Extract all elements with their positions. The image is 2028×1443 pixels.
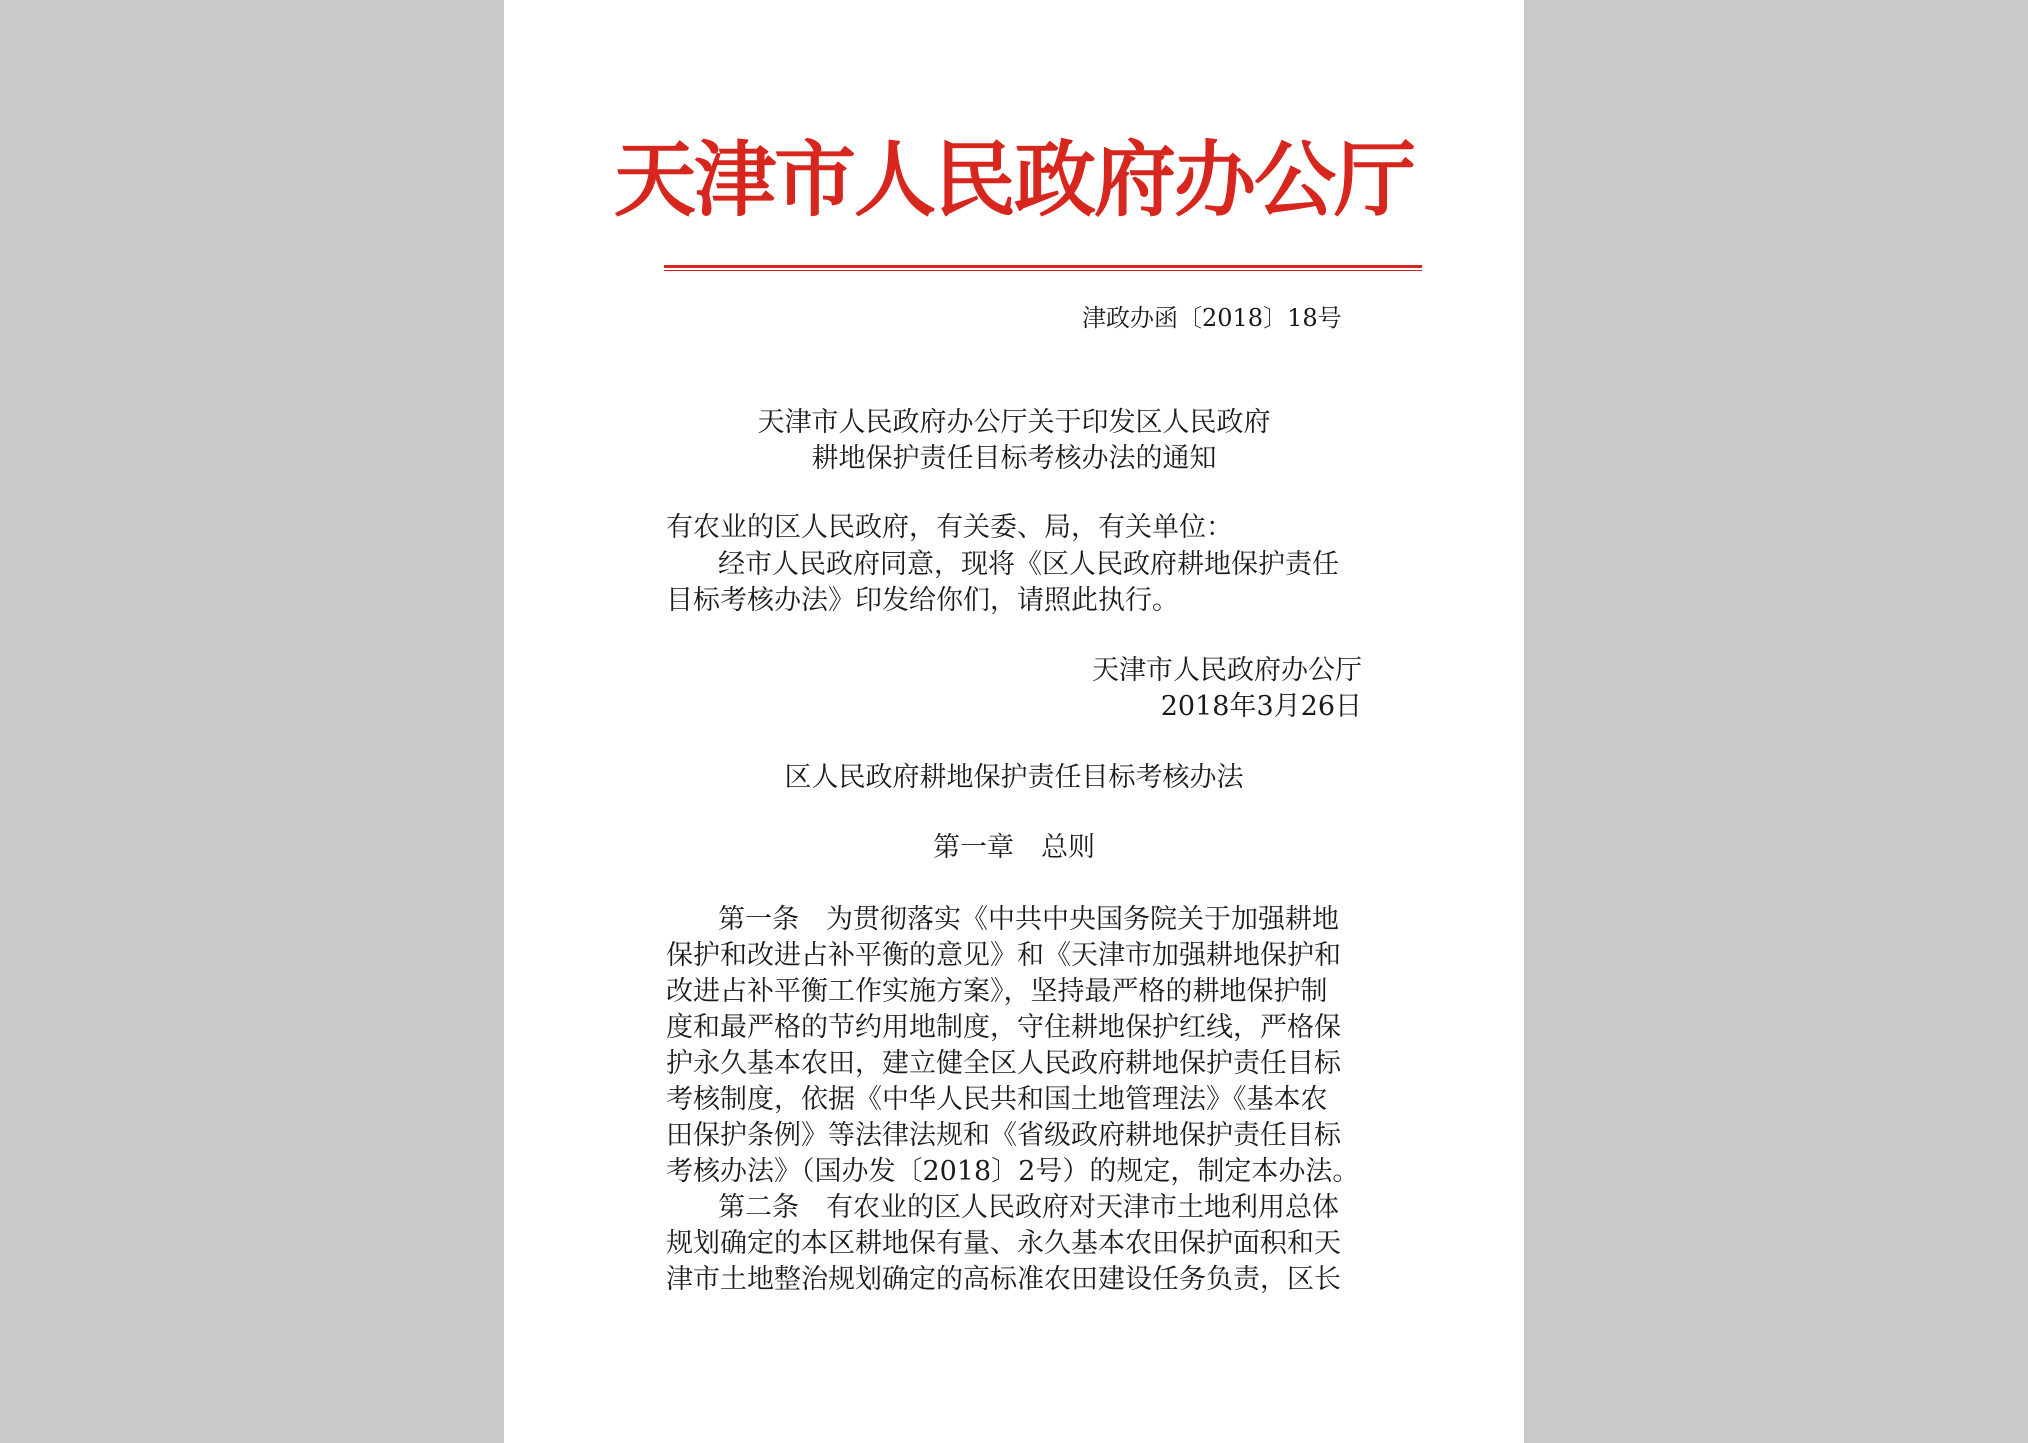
article2-line: 第二条 有农业的区人民政府对天津市土地利用总体 [718,1192,1339,1223]
intro-line-2: 目标考核办法》印发给你们，请照此执行。 [666,585,1179,616]
article1-line: 护永久基本农田，建立健全区人民政府耕地保护责任目标 [666,1048,1341,1079]
article1-line: 考核办法》（国办发〔2018〕2号）的规定，制定本办法。 [666,1156,1360,1187]
intro-line-1: 经市人民政府同意，现将《区人民政府耕地保护责任 [718,549,1339,580]
document-page [504,0,1524,1443]
signer: 天津市人民政府办公厅 [1092,655,1362,686]
article1-line: 考核制度，依据《中华人民共和国土地管理法》《基本农 [666,1084,1328,1115]
article2-line: 津市土地整治规划确定的高标准农田建设任务负责，区长 [666,1264,1341,1295]
article1-line: 度和最严格的节约用地制度，守住耕地保护红线，严格保 [666,1012,1341,1043]
chapter-heading: 第一章 总则 [933,832,1095,863]
document-number: 津政办函〔2018〕18号 [1082,304,1342,332]
article1-line: 改进占补平衡工作实施方案》，坚持最严格的耕地保护制 [666,976,1328,1007]
salutation: 有农业的区人民政府，有关委、局，有关单位： [666,512,1233,543]
issue-date: 2018年3月26日 [1160,691,1362,722]
article1-line: 田保护条例》等法律法规和《省级政府耕地保护责任目标 [666,1120,1341,1151]
article2-line: 规划确定的本区耕地保有量、永久基本农田保护面积和天 [666,1228,1341,1259]
notice-title-line-2: 耕地保护责任目标考核办法的通知 [811,443,1217,474]
notice-title-line-1: 天津市人民政府办公厅关于印发区人民政府 [757,407,1271,438]
measures-title: 区人民政府耕地保护责任目标考核办法 [784,762,1244,793]
red-divider-line [664,265,1422,271]
article1-line: 第一条 为贯彻落实《中共中央国务院关于加强耕地 [718,904,1339,935]
article1-line: 保护和改进占补平衡的意见》和《天津市加强耕地保护和 [666,940,1341,971]
letterhead-title: 天津市人民政府办公厅 [613,132,1414,228]
